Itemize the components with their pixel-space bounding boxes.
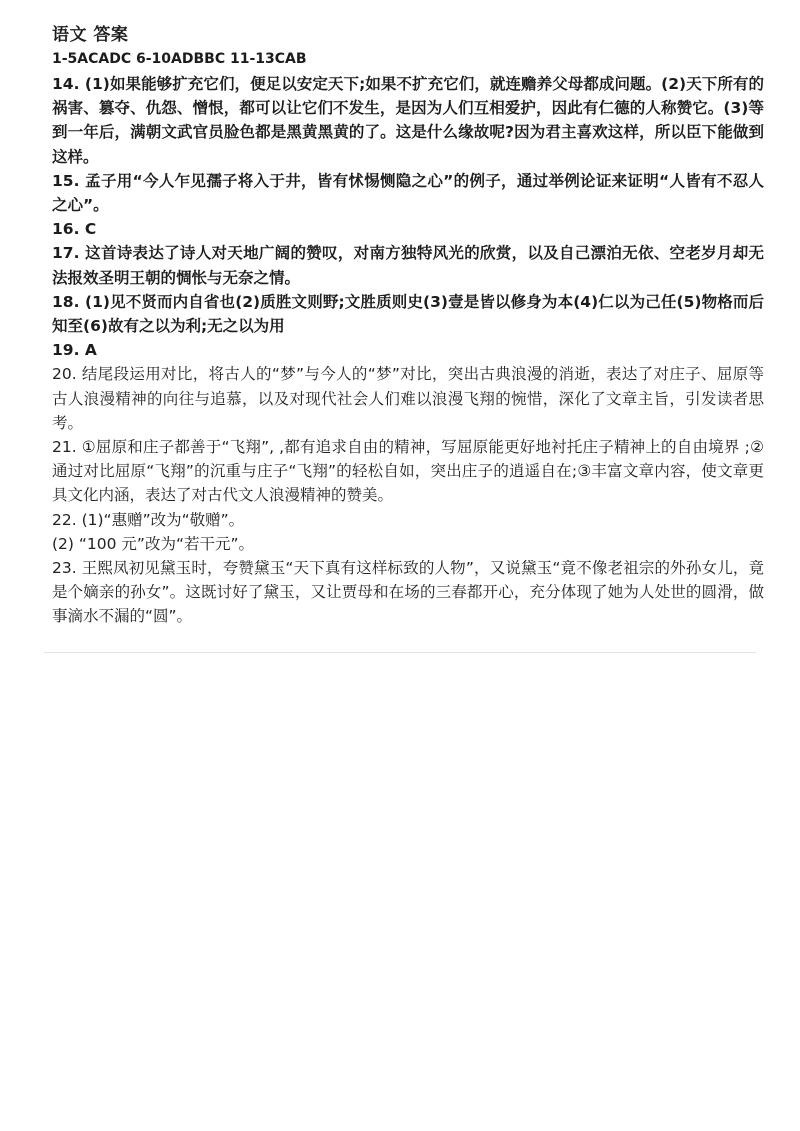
answer-18: 18. (1)见不贤而内自省也(2)质胜文则野;文胜质则史(3)壹是皆以修身为本(4)仁以为己任(5)物格而后知至(6)故有之以为利;无之以为用 <box>52 292 764 336</box>
bottom-divider <box>44 652 756 653</box>
answer-20: 20. 结尾段运用对比，将古人的“梦”与今人的“梦”对比，突出古典浪漫的消逝，表达了对庄子、屈原等古人浪漫精神的向往与追慕，以及对现代社会人们难以浪漫飞翔的惋惜，深化了文章主旨，引发读者思考。 <box>52 365 764 432</box>
answer-22-part-1: 22. (1)“惠赠”改为“敬赠”。 <box>52 510 245 529</box>
answer-17: 17. 这首诗表达了诗人对天地广阔的赞叹，对南方独特风光的欣赏，以及自己漂泊无依、空老岁月却无法报效圣明王朝的惆怅与无奈之情。 <box>52 244 764 287</box>
answer-16: 16. C <box>52 220 97 239</box>
choice-answer-keys: 1-5ACADC 6-10ADBBC 11-13CAB <box>52 51 307 67</box>
answer-content <box>52 22 764 629</box>
answer-21: 21. ①屈原和庄子都善于“飞翔”, ,都有追求自由的精神，写屈原能更好地衬托庄子精神上的自由境界 ;②通过对比屈原“飞翔”的沉重与庄子“飞翔”的轻松自如，突出庄子的逍遥自在;③丰富文章内容，使文章更具文化内涵，表达了对古代文人浪漫精神的赞美。 <box>52 438 764 505</box>
answer-15: 15. 孟子用“今人乍见孺子将入于井，皆有怵惕恻隐之心”的例子，通过举例论证来证明“人皆有不忍人之心”。 <box>52 171 764 215</box>
answer-14: 14. (1)如果能够扩充它们，便足以安定天下;如果不扩充它们，就连赡养父母都成问题。(2)天下所有的祸害、篡夺、仇怨、憎恨，都可以让它们不发生，是因为人们互相爱护，因此有仁德的人称赞它。(3)等到一年后，满朝文武官员脸色都是黑黄黑黄的了。这是什么缘故呢?因为君主喜欢这样，所以臣下能做到这样。 <box>52 75 764 166</box>
document-title: 语文 答案 <box>52 25 129 45</box>
answer-22-part-2: (2) “100 元”改为“若干元”。 <box>52 534 255 553</box>
answer-23: 23. 王熙凤初见黛玉时，夸赞黛玉“天下真有这样标致的人物”，又说黛玉“竟不像老祖宗的外孙女儿，竟是个嫡亲的孙女”。这既讨好了黛玉，又让贾母和在场的三春都开心，充分体现了她为人处世的圆滑，做事滴水不漏的“圆”。 <box>52 559 764 626</box>
answer-19: 19. A <box>52 341 97 360</box>
